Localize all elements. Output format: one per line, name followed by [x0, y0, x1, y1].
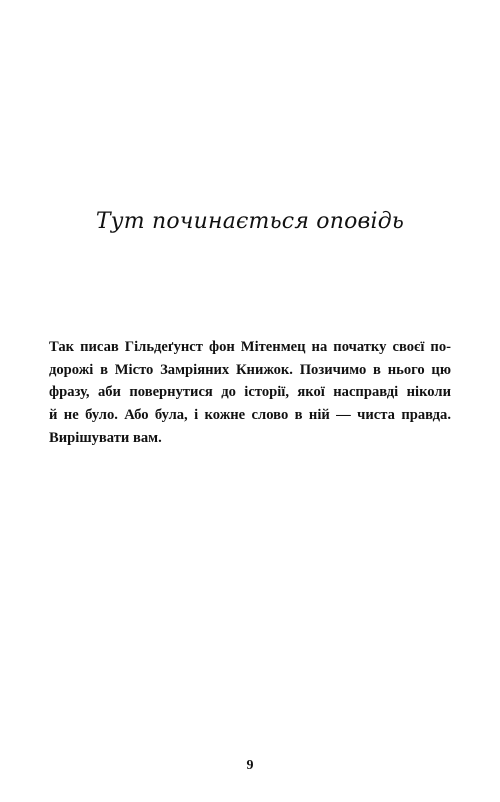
chapter-title: Тут починається оповідь — [95, 209, 405, 234]
page-number: 9 — [246, 758, 254, 773]
body-paragraph — [49, 336, 451, 450]
paragraph-line-3: фразу, аби повернутися до історії, якої насправді ніколи — [49, 384, 451, 401]
paragraph-line-4: й не було. Або була, і кожне слово в ній — чиста правда. — [49, 407, 451, 424]
paragraph-line-5: Вирішувати вам. — [49, 429, 162, 446]
paragraph-line-2: дорожі в Місто Замріяних Книжок. Позичимо в нього цю — [49, 361, 451, 378]
paragraph-line-1: Так писав Гільдеґунст фон Мітенмец на початку своєї по- — [49, 339, 451, 355]
